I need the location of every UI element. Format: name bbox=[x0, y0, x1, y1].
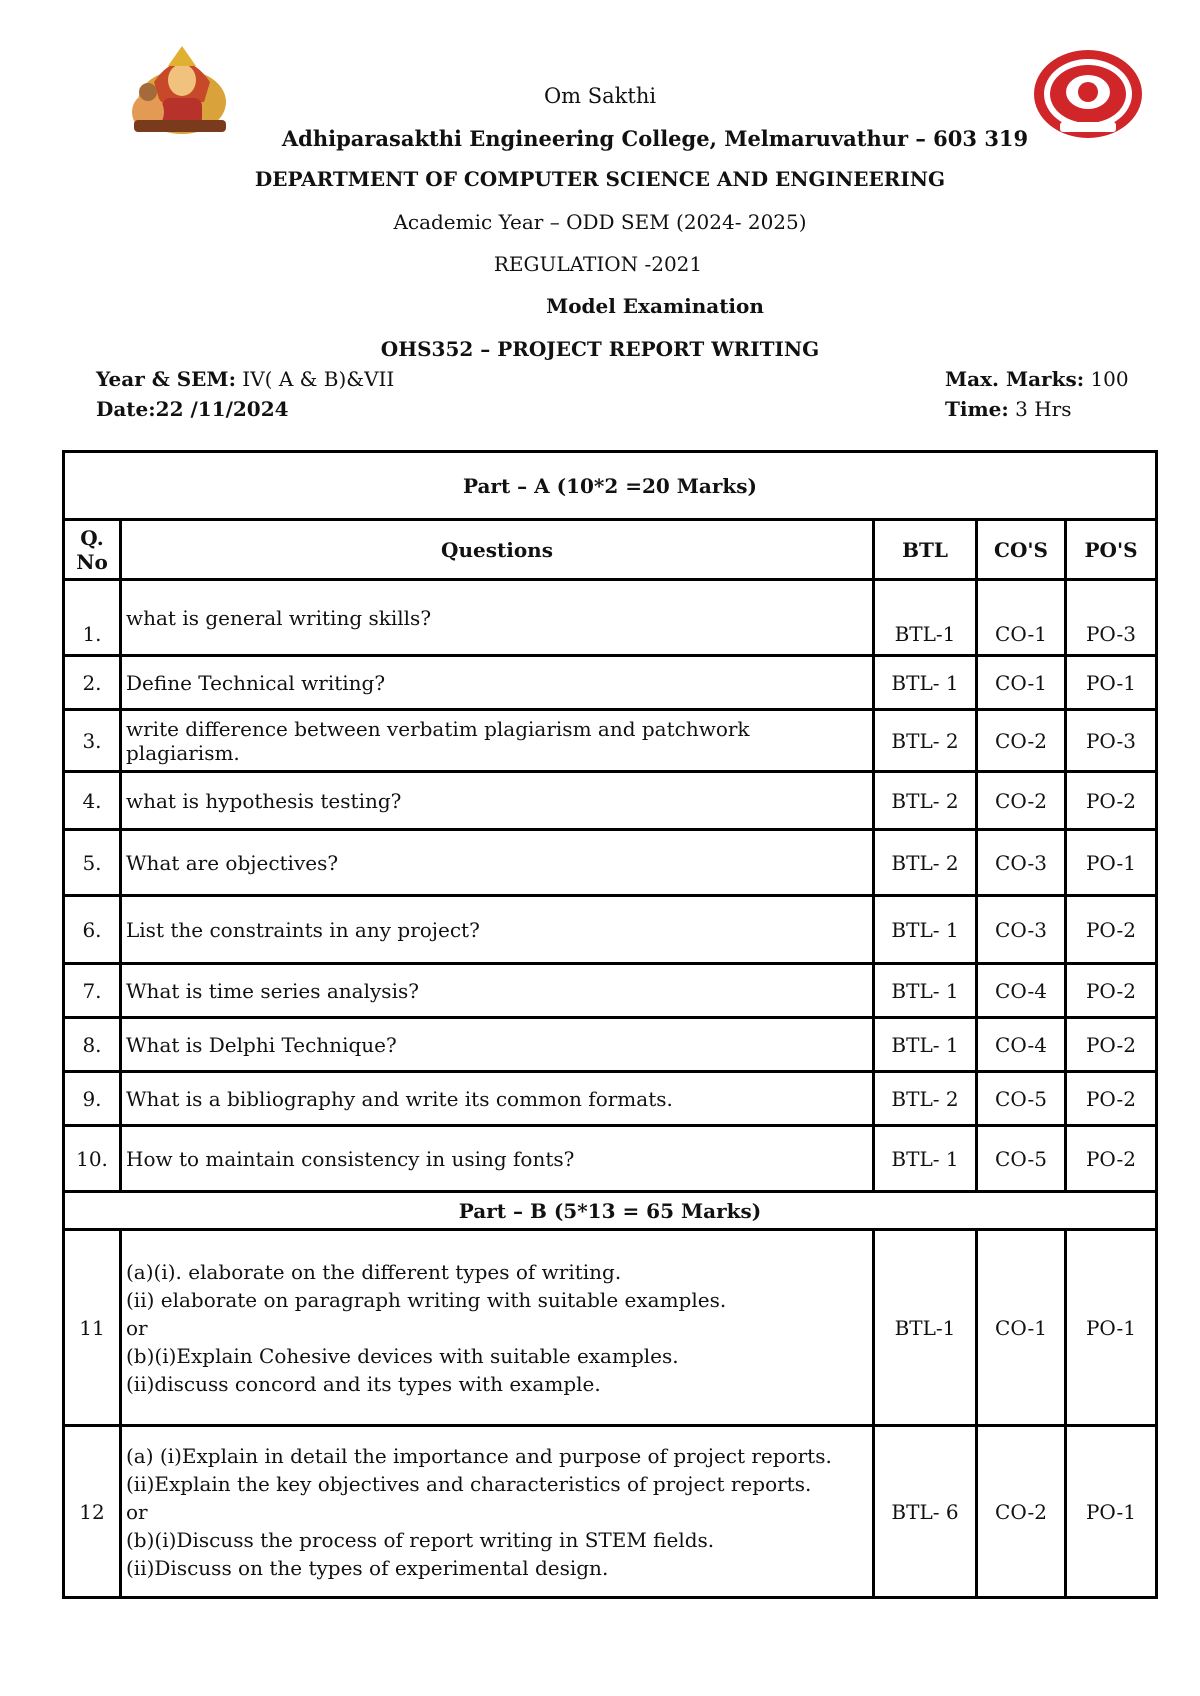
question-number: 9. bbox=[64, 1072, 121, 1126]
question-line: or bbox=[126, 1315, 148, 1340]
question-text bbox=[121, 1230, 874, 1426]
col-questions: Questions bbox=[121, 520, 874, 580]
question-row bbox=[64, 896, 1157, 964]
question-text: Define Technical writing? bbox=[121, 656, 874, 710]
btl-level: BTL- 2 bbox=[874, 830, 977, 896]
btl-level: BTL- 2 bbox=[874, 1072, 977, 1126]
program-outcome: PO-2 bbox=[1066, 896, 1157, 964]
question-text: write difference between verbatim plagiarism and patchwork plagiarism. bbox=[121, 710, 874, 772]
question-number: 3. bbox=[64, 710, 121, 772]
question-line: (ii)discuss concord and its types with example. bbox=[126, 1371, 601, 1396]
time-label: Time: bbox=[945, 397, 1009, 421]
program-outcome: PO-1 bbox=[1066, 1230, 1157, 1426]
part-a-title: Part – A (10*2 =20 Marks) bbox=[64, 452, 1157, 520]
question-row bbox=[64, 710, 1157, 772]
btl-level: BTL- 2 bbox=[874, 772, 977, 830]
question-line: (ii) elaborate on paragraph writing with suitable examples. bbox=[126, 1287, 727, 1312]
question-text: what is hypothesis testing? bbox=[121, 772, 874, 830]
exam-title: Model Examination bbox=[546, 294, 764, 318]
question-text: What are objectives? bbox=[121, 830, 874, 896]
question-row bbox=[64, 1072, 1157, 1126]
course-outcome: CO-1 bbox=[977, 580, 1066, 656]
course-outcome: CO-2 bbox=[977, 1426, 1066, 1598]
question-row bbox=[64, 772, 1157, 830]
course-outcome: CO-3 bbox=[977, 896, 1066, 964]
program-outcome: PO-2 bbox=[1066, 964, 1157, 1018]
question-line: (ii)Explain the key objectives and characteristics of project reports. bbox=[126, 1471, 812, 1496]
question-number: 8. bbox=[64, 1018, 121, 1072]
question-row bbox=[64, 1018, 1157, 1072]
btl-level: BTL- 1 bbox=[874, 896, 977, 964]
time-value: 3 Hrs bbox=[1008, 397, 1072, 421]
btl-level: BTL-1 bbox=[874, 1230, 977, 1426]
question-number: 6. bbox=[64, 896, 121, 964]
question-text: List the constraints in any project? bbox=[121, 896, 874, 964]
exam-date: Date:22 /11/2024 bbox=[96, 397, 289, 421]
btl-level: BTL- 2 bbox=[874, 710, 977, 772]
program-outcome: PO-2 bbox=[1066, 772, 1157, 830]
question-line: (b)(i)Explain Cohesive devices with suitable examples. bbox=[126, 1343, 679, 1368]
btl-level: BTL- 1 bbox=[874, 656, 977, 710]
course-outcome: CO-4 bbox=[977, 1018, 1066, 1072]
question-line: (ii)Discuss on the types of experimental design. bbox=[126, 1555, 609, 1580]
question-table bbox=[62, 450, 1158, 1599]
col-pos: PO'S bbox=[1066, 520, 1157, 580]
course-outcome: CO-1 bbox=[977, 1230, 1066, 1426]
regulation: REGULATION -2021 bbox=[493, 252, 703, 276]
program-outcome: PO-1 bbox=[1066, 656, 1157, 710]
course-outcome: CO-2 bbox=[977, 772, 1066, 830]
part-b-title: Part – B (5*13 = 65 Marks) bbox=[64, 1192, 1157, 1230]
course-outcome: CO-1 bbox=[977, 656, 1066, 710]
question-number: 5. bbox=[64, 830, 121, 896]
btl-level: BTL-1 bbox=[874, 580, 977, 656]
question-number: 4. bbox=[64, 772, 121, 830]
question-line: or bbox=[126, 1499, 148, 1524]
btl-level: BTL- 1 bbox=[874, 1018, 977, 1072]
btl-level: BTL- 1 bbox=[874, 964, 977, 1018]
course-outcome: CO-4 bbox=[977, 964, 1066, 1018]
course-title: OHS352 – PROJECT REPORT WRITING bbox=[380, 337, 820, 361]
col-btl: BTL bbox=[874, 520, 977, 580]
exam-time bbox=[945, 397, 1071, 421]
question-row bbox=[64, 1230, 1157, 1426]
college-name: Adhiparasakthi Engineering College, Melmaruvathur – 603 319 bbox=[281, 126, 1029, 151]
question-number: 7. bbox=[64, 964, 121, 1018]
course-outcome: CO-5 bbox=[977, 1072, 1066, 1126]
question-text: What is Delphi Technique? bbox=[121, 1018, 874, 1072]
question-text: what is general writing skills? bbox=[121, 580, 874, 656]
question-text: How to maintain consistency in using fonts? bbox=[121, 1126, 874, 1192]
course-outcome: CO-3 bbox=[977, 830, 1066, 896]
max-marks-value: 100 bbox=[1084, 367, 1129, 391]
question-number: 1. bbox=[64, 580, 121, 656]
question-text bbox=[121, 1426, 874, 1598]
question-line: (a)(i). elaborate on the different types of writing. bbox=[126, 1259, 622, 1284]
question-row bbox=[64, 1126, 1157, 1192]
course-outcome: CO-2 bbox=[977, 710, 1066, 772]
question-row bbox=[64, 830, 1157, 896]
question-number: 12 bbox=[64, 1426, 121, 1598]
question-row bbox=[64, 1426, 1157, 1598]
max-marks bbox=[945, 367, 1129, 391]
department-title: DEPARTMENT OF COMPUTER SCIENCE AND ENGINEERING bbox=[254, 167, 946, 191]
program-outcome: PO-2 bbox=[1066, 1126, 1157, 1192]
year-sem-label: Year & SEM: bbox=[96, 367, 236, 391]
question-row bbox=[64, 656, 1157, 710]
program-outcome: PO-3 bbox=[1066, 580, 1157, 656]
question-line: (b)(i)Discuss the process of report writing in STEM fields. bbox=[126, 1527, 715, 1552]
question-text: What is time series analysis? bbox=[121, 964, 874, 1018]
year-sem-value: IV( A & B)&VII bbox=[235, 367, 395, 391]
question-number: 11 bbox=[64, 1230, 121, 1426]
question-row bbox=[64, 580, 1157, 656]
column-header-row bbox=[64, 520, 1157, 580]
max-marks-label: Max. Marks: bbox=[945, 367, 1085, 391]
question-number: 2. bbox=[64, 656, 121, 710]
btl-level: BTL- 1 bbox=[874, 1126, 977, 1192]
course-outcome: CO-5 bbox=[977, 1126, 1066, 1192]
program-outcome: PO-1 bbox=[1066, 830, 1157, 896]
question-row bbox=[64, 964, 1157, 1018]
col-cos: CO'S bbox=[977, 520, 1066, 580]
part-b-header bbox=[64, 1192, 1157, 1230]
question-line: (a) (i)Explain in detail the importance and purpose of project reports. bbox=[126, 1443, 832, 1468]
program-outcome: PO-1 bbox=[1066, 1426, 1157, 1598]
part-a-header bbox=[64, 452, 1157, 520]
year-sem bbox=[96, 367, 394, 391]
question-text: What is a bibliography and write its common formats. bbox=[121, 1072, 874, 1126]
program-outcome: PO-2 bbox=[1066, 1072, 1157, 1126]
col-qno: Q. No bbox=[64, 520, 121, 580]
academic-year: Academic Year – ODD SEM (2024- 2025) bbox=[393, 210, 807, 234]
invocation-text: Om Sakthi bbox=[543, 84, 657, 108]
program-outcome: PO-2 bbox=[1066, 1018, 1157, 1072]
btl-level: BTL- 6 bbox=[874, 1426, 977, 1598]
program-outcome: PO-3 bbox=[1066, 710, 1157, 772]
question-number: 10. bbox=[64, 1126, 121, 1192]
